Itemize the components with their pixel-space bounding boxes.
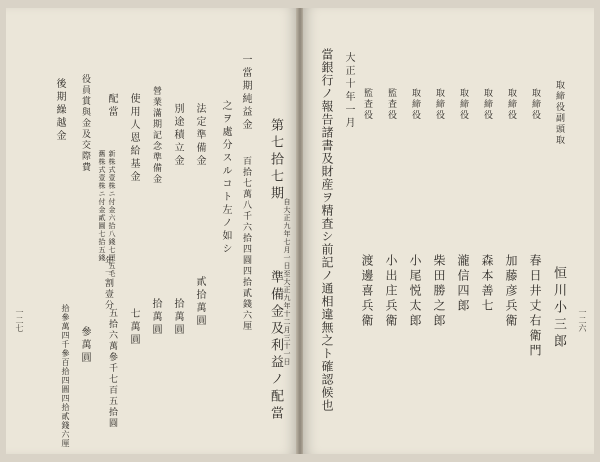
certification-text: 當銀行ノ報告諸書及財産ヲ精査シ前記ノ通相違無之ト確認候也 (320, 48, 334, 412)
item-label: 使用人恩給基金 (128, 93, 139, 184)
right-page (303, 8, 594, 454)
item-amount: 拾萬圓 (172, 298, 183, 337)
item-label: 營業滿期記念準備金 (151, 86, 161, 185)
page-number: 一二六 (578, 308, 587, 332)
dividend-rate: 年一割壹分 (103, 256, 113, 311)
page-number: 一二七 (15, 308, 24, 332)
signer-title: 取締役 (434, 88, 444, 121)
item-amount: 五拾六萬參千七百五拾圓 (107, 308, 117, 429)
item-amount: 七萬圓 (128, 308, 139, 347)
signer-title: 取締役 (458, 88, 468, 121)
left-page (6, 8, 297, 454)
dividend-heading (266, 118, 285, 203)
item-label: 配當 (106, 93, 117, 119)
item-amount: 拾參萬四千參百拾四圓四拾貳錢六厘 (61, 304, 70, 448)
signer-name: 小尾悦太郎 (408, 254, 422, 329)
signer-title: 取締役 (506, 88, 516, 121)
heading-tail: 準備金及利益ノ配當 (268, 270, 283, 423)
signer-name: 小出庄兵衛 (384, 254, 398, 329)
signer-name: 加藤彦兵衛 (504, 254, 518, 329)
item-label: 法定準備金 (194, 103, 205, 168)
date: 大正十年一月 (343, 52, 354, 130)
signer-name: 瀧信四郎 (456, 254, 470, 314)
signer-title: 取締役 (410, 88, 420, 121)
item-amount: 參萬圓 (79, 326, 90, 365)
signer-name: 渡邊喜兵衛 (360, 254, 374, 329)
period-title: 第七拾七期 (268, 118, 283, 203)
signer-title: 取締役副頭取 (554, 80, 564, 146)
dividend-note: 舊株式壹株ニ付金貳圓七拾五錢 (98, 150, 106, 262)
item-label: 後期繰越金 (54, 78, 65, 143)
signer-name: 春日井丈右衛門 (528, 254, 542, 359)
signer-title: 取締役 (482, 88, 492, 121)
period-note: 自大正九年七月一日至大正九年十二月三十一日 (283, 198, 291, 366)
signer-name: 森本善七 (480, 254, 494, 314)
item-label: 役員賞與金及交際費 (80, 74, 90, 173)
signer-title: 監査役 (362, 88, 372, 121)
item-amount: 貳拾萬圓 (194, 276, 205, 328)
signer-title: 取締役 (530, 88, 540, 121)
item-label: 之ヲ處分スルコト左ノ如シ (220, 100, 231, 256)
item-label: 一當期純益金 (240, 54, 251, 132)
item-amount: 拾萬圓 (150, 298, 161, 337)
signer-name: 恒川小三郎 (551, 266, 566, 351)
item-amount: 百拾七萬八千六拾四圓四拾貳錢六厘 (241, 156, 251, 332)
signer-title: 監査役 (386, 88, 396, 121)
signer-name: 柴田勝之郎 (432, 254, 446, 329)
item-label: 別途積立金 (172, 103, 183, 168)
dividend-note: 新株式壹株ニ付金六拾八錢七厘五毛 (108, 150, 116, 278)
